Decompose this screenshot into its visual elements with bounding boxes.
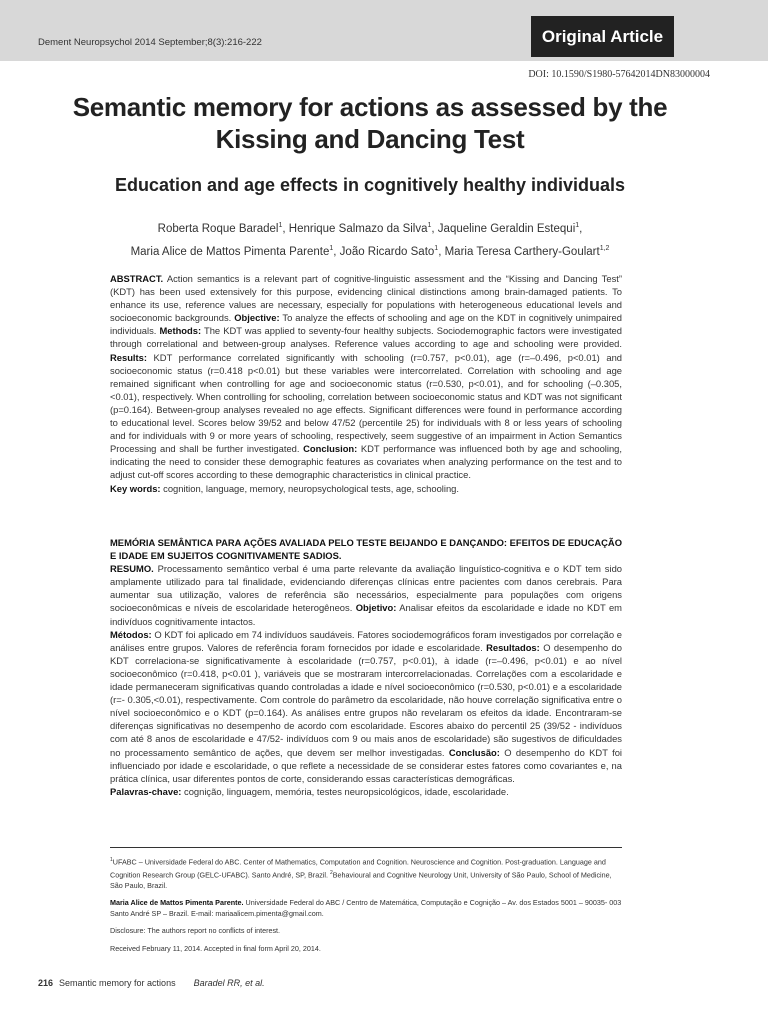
portuguese-title: MEMÓRIA SEMÂNTICA PARA AÇÕES AVALIADA PELO TESTE BEIJANDO E DANÇANDO: EFEITOS DE EDUCAÇÃO E IDADE EM SUJEITOS COGNITIVAMENTE SADIOS. xyxy=(110,537,622,562)
results-text: KDT performance correlated significantly with schooling (r=0.757, p<0.01), age (r=–0.496, p<0.01) and socioeconomic status (r=0.418 p<0.01) but these variables were intercorrelated. Correlation with schooling and age remained significant when controlling for age and socioeconomic status (r=0.530, p<0.01), and for schooling (–0.305,<0.01), respectively. When controlling for schooling, correlation between socioeconomic status and KDT was not significant (p=0.164). Between-group analyses revealed no age effects. Significant differences were found in performance according to educational level. Scores below 39/52 and below 47/52 (percentile 25) for individuals with 8 or less years of schooling and for individuals with 9 or more years of schooling, respectively, seem suggestive of an impairment in Action Semantics Processing and shall be further investigated. xyxy=(110,351,622,455)
methods-label: Methods: xyxy=(159,325,202,337)
metodos-text: O KDT foi aplicado em 74 indivíduos saudáveis. Fatores sociodemográficos foram investigados por correlação e análises entre grupos. Valores de referência foram fornecidos por idade e escolaridade. xyxy=(110,628,622,653)
objetivo-label: Objetivo: xyxy=(355,602,397,614)
author: Henrique Salmazo da Silva$^1$, xyxy=(288,222,438,235)
objetivo-text: Analisar efeitos da escolaridade e idade no KDT em indivíduos cognitivamente intactos. xyxy=(110,602,622,627)
objective-label: Objective: xyxy=(234,312,280,324)
doi: DOI: 10.1590/S1980-57642014DN83000004 xyxy=(528,69,710,80)
author: João Ricardo Sato$^1$, xyxy=(339,244,445,258)
abstract-intro: Action semantics is a relevant part of cognitive-linguistic assessment and the “Kissing and Dancing Test” (KDT) has been used extensively for this purpose, evidencing clinical distinctions among brain-damaged patients. To enhance its use, reference values are necessary, especially for populations with heterogeneous educational levels and socioeconomic backgrounds. xyxy=(110,273,622,324)
metodos-label: Métodos: xyxy=(110,628,152,640)
resumo-intro: Processamento semântico verbal é uma parte relevante da avaliação linguístico-cognitiva e o KDT tem sido amplamente utilizado para tal finalidade, evidenciando diferenças clínicas entre pacientes com danos cerebrais. Para aumentar sua utilização, valores de referência são necessários, especialmente para populações com origens socioeconômicas e níveis de escolaridade heterogêneos. xyxy=(110,563,622,614)
abstract-portuguese xyxy=(110,536,622,798)
footnotes xyxy=(110,855,622,961)
palavras-chave-text: cognição, linguagem, memória, testes neuropsicológicos, idade, escolaridade. xyxy=(181,785,509,797)
abstract-label: ABSTRACT. xyxy=(110,273,164,284)
received-date: Received February 11, 2014. Accepted in final form April 20, 2014. xyxy=(110,943,321,953)
resumo-label: RESUMO. xyxy=(110,563,154,575)
conclusao-text: O desempenho do KDT foi influenciado por idade e escolaridade, o que reflete a necessidade de se considerar estes fatores como covariantes e, na prática clínica, usar diferentes pontos de corte, considerando essas características demográficas. xyxy=(110,746,623,784)
author: Jaqueline Geraldin Estequi$^1$, xyxy=(437,222,583,235)
keywords-text: cognition, language, memory, neuropsychological tests, age, schooling. xyxy=(160,482,459,494)
page-footer xyxy=(38,978,265,988)
resultados-label: Resultados: xyxy=(486,641,540,653)
resultados-text: O desempenho do KDT correlaciona-se significativamente à escolaridade (r=0.757, p<0.01), à idade (r=–0.496, p<0.01) e ao nível socioeconômico (r=0.418, p<0.01 ), variáveis que se mostraram intercorrelacionadas. Correlações com a escolaridade e idade permaneceram significativas quando controladas a idade e nível socioeconômico (r=0.530, p<0.01) e a escolaridade (r=- 0.305,<0.01), respectivamente. Com controle do parâmetro da escolaridade, não houve correlação significativa entre o nível socioeconômico e o KDT (p=0.164). As análises entre grupos não revelaram os efeitos da idade. Encontraram-se diferenças significativas no desempenho de acordo com escolaridade. Escores abaixo do percentil 25 (39/52 - indivíduos com até 8 anos de escolaridade e 47/52- indivíduos com 9 ou mais anos de escolaridade) são sugestivos de dificuldades no processamento semântico de ações, que devem ser melhor investigadas. xyxy=(110,641,622,758)
conclusion-text: KDT performance was influenced both by age and schooling, indicating the need to consider these demographic features as covariates when analyzing performance on the test and to adjust cut-off scores according to these demographic characteristics in clinical practice. xyxy=(110,443,623,481)
keywords-label: Key words: xyxy=(110,482,161,494)
results-label: Results: xyxy=(110,351,147,363)
article-subtitle: Education and age effects in cognitively healthy individuals xyxy=(114,175,626,195)
footnote-divider xyxy=(110,847,622,848)
author: Maria Teresa Carthery-Goulart$^{1,2}$ xyxy=(444,244,610,258)
disclosure: Disclosure: The authors report no conflicts of interest. xyxy=(110,926,281,936)
page-number: 216 xyxy=(38,978,54,988)
affiliations: $^1$UFABC – Universidade Federal do ABC. Center of Mathematics, Computation and Cognition. Neuroscience and Cognition. Post-graduation. Language and Cognition Research Group (GELC-UFABC). Santo André, SP, Brazil. $^2$Behavioural and Cognitive Neurology Unit, University of São Paulo, School of Medicine, São Paulo, Brazil. xyxy=(110,857,612,890)
running-title: Semantic memory for actions xyxy=(59,978,176,988)
methods-text: The KDT was applied to seventy-four healthy subjects. Sociodemographic factors were investigated through correlational and between-group analyses. Reference values according to age and schooling were provided. xyxy=(110,325,622,350)
author: Maria Alice de Mattos Pimenta Parente$^1$, xyxy=(130,244,340,258)
journal-reference: Dement Neuropsychol 2014 September;8(3):216-222 xyxy=(38,37,262,48)
abstract-english xyxy=(110,272,622,495)
author: Roberta Roque Baradel$^1$, xyxy=(157,222,289,235)
short-citation: Baradel RR, et al. xyxy=(193,978,265,988)
palavras-chave-label: Palavras-chave: xyxy=(110,785,182,797)
author-list xyxy=(90,216,650,262)
article-title: Semantic memory for actions as assessed by the Kissing and Dancing Test xyxy=(72,92,668,154)
correspondence: Maria Alice de Mattos Pimenta Parente. Universidade Federal do ABC / Centro de Matemática, Computação e Cognição – Av. dos Estados 5001 – 90035- 003 Santo André SP – Brazil. E-mail: mariaalicem.pimenta@gmail.com. xyxy=(110,898,622,918)
article-type-badge: Original Article xyxy=(531,16,674,57)
conclusion-label: Conclusion: xyxy=(303,443,358,455)
conclusao-label: Conclusão: xyxy=(448,746,500,758)
objective-text: To analyze the effects of schooling and age on the KDT in cognitively unimpaired individuals. xyxy=(110,312,622,337)
